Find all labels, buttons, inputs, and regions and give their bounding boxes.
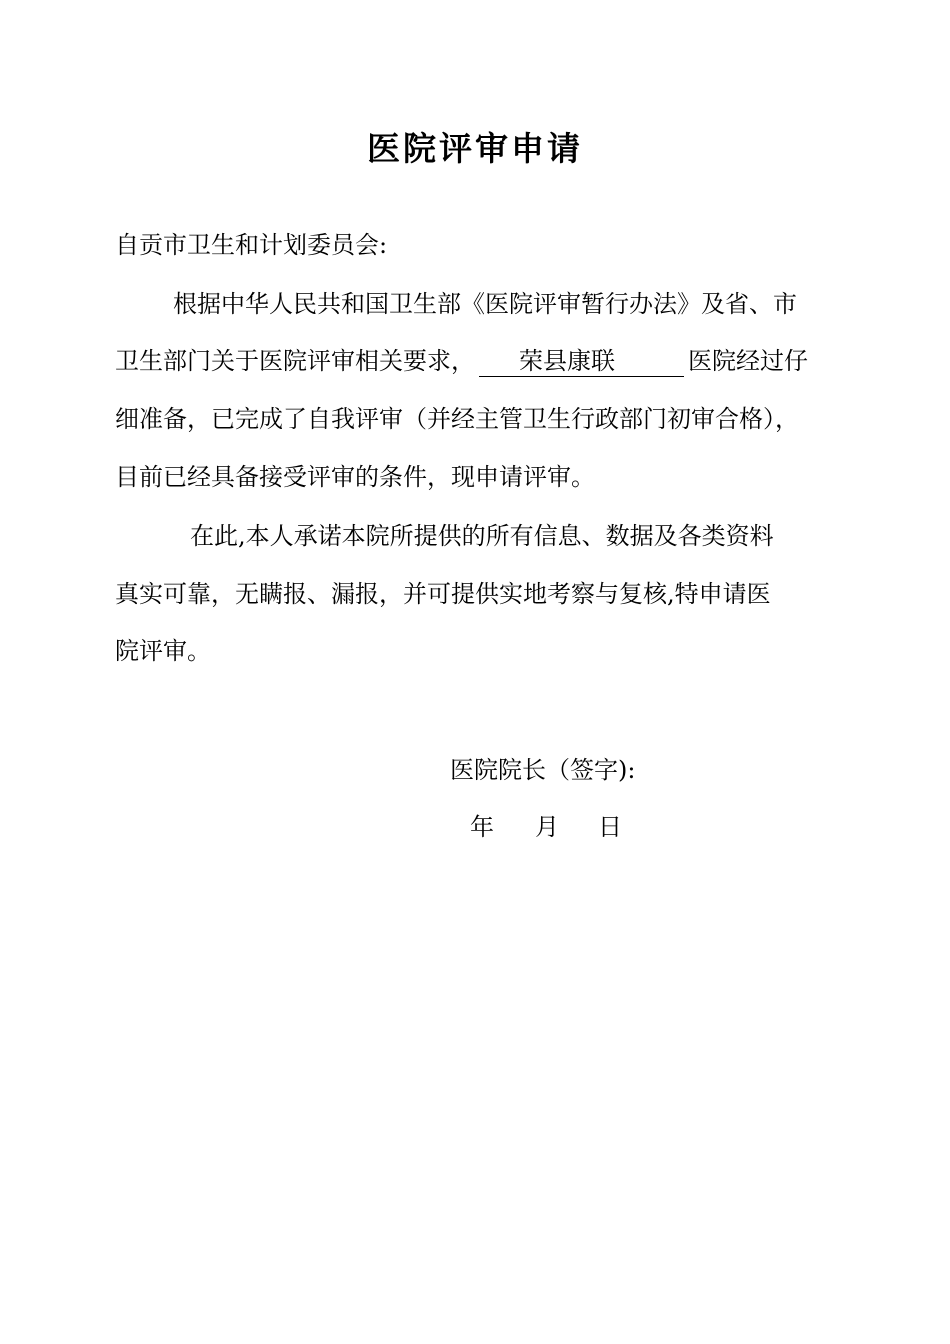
paragraph1-line2-suffix: 医院经过仔: [688, 347, 808, 375]
hospital-name-field: 荣县康联: [479, 346, 684, 377]
date-month-label: 月: [535, 813, 559, 841]
date-year-label: 年: [470, 813, 494, 841]
paragraph1-line1: 根据中华人民共和国卫生部《医院评审暂行办法》及省、市: [173, 290, 797, 318]
salutation: 自贡市卫生和计划委员会:: [115, 231, 388, 259]
signature-label: 医院院长（签字):: [450, 756, 636, 784]
paragraph2-line1: 在此,本人承诺本院所提供的所有信息、数据及各类资料: [190, 522, 774, 550]
paragraph1-line2: [115, 344, 808, 378]
date-day-label: 日: [598, 813, 622, 841]
paragraph1-line3: 细准备，已完成了自我评审（并经主管卫生行政部门初审合格），: [115, 405, 799, 433]
date-line: [470, 810, 622, 844]
paragraph1-line2-prefix: 卫生部门关于医院评审相关要求，: [115, 347, 475, 375]
paragraph1-line4: 目前已经具备接受评审的条件，现申请评审。: [115, 463, 595, 491]
paragraph2-line3: 院评审。: [115, 637, 211, 665]
document-title: 医院评审申请: [367, 129, 583, 168]
paragraph2-line2: 真实可靠，无瞒报、漏报，并可提供实地考察与复核,特申请医: [115, 580, 771, 608]
